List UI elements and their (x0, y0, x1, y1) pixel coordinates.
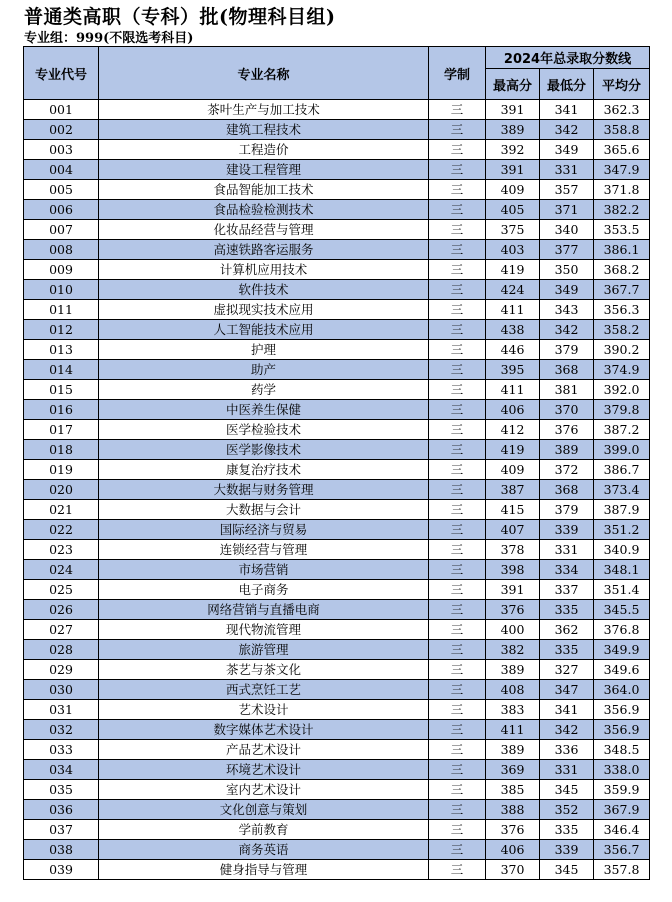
cell-min: 379 (540, 500, 594, 520)
cell-code: 018 (24, 440, 99, 460)
cell-min: 342 (540, 120, 594, 140)
header-name: 专业名称 (99, 47, 429, 100)
cell-avg: 379.8 (594, 400, 650, 420)
cell-name: 护理 (99, 340, 429, 360)
header-code: 专业代号 (24, 47, 99, 100)
table-row (24, 340, 650, 360)
cell-min: 357 (540, 180, 594, 200)
cell-max: 400 (486, 620, 540, 640)
cell-length: 三 (429, 760, 486, 780)
cell-code: 015 (24, 380, 99, 400)
cell-name: 药学 (99, 380, 429, 400)
cell-length: 三 (429, 260, 486, 280)
cell-name: 人工智能技术应用 (99, 320, 429, 340)
cell-code: 023 (24, 540, 99, 560)
cell-min: 339 (540, 520, 594, 540)
cell-length: 三 (429, 780, 486, 800)
table-row (24, 580, 650, 600)
cell-min: 379 (540, 340, 594, 360)
table-row (24, 540, 650, 560)
cell-avg: 362.3 (594, 100, 650, 120)
cell-max: 419 (486, 440, 540, 460)
cell-max: 375 (486, 220, 540, 240)
cell-length: 三 (429, 740, 486, 760)
cell-code: 032 (24, 720, 99, 740)
cell-length: 三 (429, 180, 486, 200)
cell-max: 412 (486, 420, 540, 440)
cell-max: 389 (486, 120, 540, 140)
cell-length: 三 (429, 240, 486, 260)
cell-code: 024 (24, 560, 99, 580)
cell-max: 405 (486, 200, 540, 220)
cell-max: 383 (486, 700, 540, 720)
cell-min: 349 (540, 280, 594, 300)
cell-code: 017 (24, 420, 99, 440)
cell-code: 009 (24, 260, 99, 280)
cell-min: 334 (540, 560, 594, 580)
table-row (24, 660, 650, 680)
cell-code: 038 (24, 840, 99, 860)
cell-code: 028 (24, 640, 99, 660)
cell-code: 013 (24, 340, 99, 360)
table-row (24, 640, 650, 660)
cell-max: 389 (486, 740, 540, 760)
cell-name: 国际经济与贸易 (99, 520, 429, 540)
cell-avg: 348.5 (594, 740, 650, 760)
cell-min: 331 (540, 160, 594, 180)
cell-max: 406 (486, 840, 540, 860)
cell-max: 385 (486, 780, 540, 800)
cell-min: 347 (540, 680, 594, 700)
cell-min: 362 (540, 620, 594, 640)
table-row (24, 820, 650, 840)
cell-max: 415 (486, 500, 540, 520)
cell-max: 378 (486, 540, 540, 560)
cell-avg: 359.9 (594, 780, 650, 800)
table-row (24, 740, 650, 760)
cell-name: 大数据与会计 (99, 500, 429, 520)
cell-code: 033 (24, 740, 99, 760)
cell-name: 康复治疗技术 (99, 460, 429, 480)
cell-length: 三 (429, 560, 486, 580)
cell-name: 医学检验技术 (99, 420, 429, 440)
cell-name: 室内艺术设计 (99, 780, 429, 800)
table-row (24, 100, 650, 120)
table-row (24, 860, 650, 880)
cell-min: 377 (540, 240, 594, 260)
cell-name: 网络营销与直播电商 (99, 600, 429, 620)
table-row (24, 840, 650, 860)
cell-max: 388 (486, 800, 540, 820)
cell-code: 037 (24, 820, 99, 840)
cell-length: 三 (429, 580, 486, 600)
cell-code: 003 (24, 140, 99, 160)
table-row (24, 520, 650, 540)
cell-length: 三 (429, 120, 486, 140)
cell-avg: 386.1 (594, 240, 650, 260)
cell-avg: 349.9 (594, 640, 650, 660)
cell-name: 文化创意与策划 (99, 800, 429, 820)
header-max: 最高分 (486, 69, 540, 100)
cell-avg: 368.2 (594, 260, 650, 280)
cell-name: 数字媒体艺术设计 (99, 720, 429, 740)
table-row (24, 140, 650, 160)
cell-name: 学前教育 (99, 820, 429, 840)
cell-code: 001 (24, 100, 99, 120)
cell-min: 339 (540, 840, 594, 860)
cell-name: 计算机应用技术 (99, 260, 429, 280)
cell-min: 335 (540, 640, 594, 660)
table-row (24, 720, 650, 740)
cell-code: 010 (24, 280, 99, 300)
cell-name: 市场营销 (99, 560, 429, 580)
cell-min: 341 (540, 700, 594, 720)
cell-max: 395 (486, 360, 540, 380)
cell-code: 014 (24, 360, 99, 380)
cell-length: 三 (429, 400, 486, 420)
cell-min: 345 (540, 780, 594, 800)
cell-min: 368 (540, 480, 594, 500)
cell-name: 环境艺术设计 (99, 760, 429, 780)
cell-max: 409 (486, 460, 540, 480)
cell-code: 004 (24, 160, 99, 180)
cell-code: 020 (24, 480, 99, 500)
cell-length: 三 (429, 520, 486, 540)
cell-length: 三 (429, 680, 486, 700)
cell-avg: 348.1 (594, 560, 650, 580)
cell-code: 031 (24, 700, 99, 720)
cell-name: 食品检验检测技术 (99, 200, 429, 220)
cell-code: 036 (24, 800, 99, 820)
table-row (24, 600, 650, 620)
cell-min: 349 (540, 140, 594, 160)
cell-max: 446 (486, 340, 540, 360)
cell-code: 034 (24, 760, 99, 780)
cell-avg: 376.8 (594, 620, 650, 640)
cell-length: 三 (429, 640, 486, 660)
cell-avg: 373.4 (594, 480, 650, 500)
cell-min: 343 (540, 300, 594, 320)
cell-name: 大数据与财务管理 (99, 480, 429, 500)
table-row (24, 460, 650, 480)
table-row (24, 780, 650, 800)
cell-avg: 367.9 (594, 800, 650, 820)
cell-name: 西式烹饪工艺 (99, 680, 429, 700)
cell-max: 406 (486, 400, 540, 420)
cell-avg: 399.0 (594, 440, 650, 460)
cell-avg: 386.7 (594, 460, 650, 480)
cell-avg: 390.2 (594, 340, 650, 360)
table-row (24, 260, 650, 280)
cell-avg: 364.0 (594, 680, 650, 700)
cell-code: 035 (24, 780, 99, 800)
cell-min: 331 (540, 760, 594, 780)
cell-avg: 357.8 (594, 860, 650, 880)
cell-min: 350 (540, 260, 594, 280)
table-row (24, 440, 650, 460)
cell-avg: 356.3 (594, 300, 650, 320)
cell-length: 三 (429, 220, 486, 240)
cell-avg: 351.2 (594, 520, 650, 540)
cell-name: 产品艺术设计 (99, 740, 429, 760)
cell-min: 337 (540, 580, 594, 600)
cell-code: 029 (24, 660, 99, 680)
table-row (24, 800, 650, 820)
cell-min: 342 (540, 720, 594, 740)
cell-name: 食品智能加工技术 (99, 180, 429, 200)
cell-name: 电子商务 (99, 580, 429, 600)
cell-code: 022 (24, 520, 99, 540)
cell-min: 345 (540, 860, 594, 880)
cell-min: 341 (540, 100, 594, 120)
cell-code: 021 (24, 500, 99, 520)
cell-code: 039 (24, 860, 99, 880)
cell-length: 三 (429, 540, 486, 560)
page-title: 普通类高职（专科）批(物理科目组) (24, 6, 336, 28)
cell-length: 三 (429, 800, 486, 820)
cell-name: 现代物流管理 (99, 620, 429, 640)
cell-avg: 346.4 (594, 820, 650, 840)
cell-avg: 374.9 (594, 360, 650, 380)
cell-code: 005 (24, 180, 99, 200)
table-body (24, 100, 650, 880)
page-subtitle: 专业组：999(不限选考科目) (24, 31, 194, 46)
score-table (23, 46, 650, 880)
cell-length: 三 (429, 380, 486, 400)
cell-max: 411 (486, 300, 540, 320)
cell-avg: 356.9 (594, 700, 650, 720)
cell-avg: 351.4 (594, 580, 650, 600)
cell-length: 三 (429, 660, 486, 680)
cell-length: 三 (429, 320, 486, 340)
cell-max: 411 (486, 380, 540, 400)
cell-min: 376 (540, 420, 594, 440)
table-row (24, 700, 650, 720)
cell-name: 茶艺与茶文化 (99, 660, 429, 680)
cell-avg: 358.8 (594, 120, 650, 140)
cell-code: 026 (24, 600, 99, 620)
cell-max: 419 (486, 260, 540, 280)
cell-max: 376 (486, 600, 540, 620)
cell-min: 335 (540, 820, 594, 840)
cell-min: 327 (540, 660, 594, 680)
cell-name: 商务英语 (99, 840, 429, 860)
cell-min: 389 (540, 440, 594, 460)
table-row (24, 680, 650, 700)
cell-max: 391 (486, 580, 540, 600)
cell-min: 340 (540, 220, 594, 240)
cell-code: 027 (24, 620, 99, 640)
cell-avg: 392.0 (594, 380, 650, 400)
cell-name: 工程造价 (99, 140, 429, 160)
cell-name: 软件技术 (99, 280, 429, 300)
table-row (24, 280, 650, 300)
cell-max: 403 (486, 240, 540, 260)
cell-name: 旅游管理 (99, 640, 429, 660)
cell-max: 408 (486, 680, 540, 700)
cell-name: 中医养生保健 (99, 400, 429, 420)
header-length: 学制 (429, 47, 486, 100)
table-row (24, 320, 650, 340)
cell-max: 392 (486, 140, 540, 160)
header-min: 最低分 (540, 69, 594, 100)
table-row (24, 480, 650, 500)
cell-avg: 356.9 (594, 720, 650, 740)
cell-avg: 349.6 (594, 660, 650, 680)
cell-length: 三 (429, 360, 486, 380)
cell-max: 398 (486, 560, 540, 580)
table-row (24, 180, 650, 200)
header-score-group: 2024年总录取分数线 (486, 47, 650, 69)
cell-length: 三 (429, 480, 486, 500)
cell-min: 368 (540, 360, 594, 380)
cell-avg: 338.0 (594, 760, 650, 780)
table-row (24, 400, 650, 420)
table-row (24, 560, 650, 580)
cell-code: 025 (24, 580, 99, 600)
cell-avg: 358.2 (594, 320, 650, 340)
cell-name: 医学影像技术 (99, 440, 429, 460)
cell-name: 健身指导与管理 (99, 860, 429, 880)
table-row (24, 380, 650, 400)
cell-min: 371 (540, 200, 594, 220)
cell-length: 三 (429, 420, 486, 440)
cell-length: 三 (429, 140, 486, 160)
cell-min: 381 (540, 380, 594, 400)
cell-avg: 345.5 (594, 600, 650, 620)
table-row (24, 200, 650, 220)
table-row (24, 360, 650, 380)
cell-max: 411 (486, 720, 540, 740)
cell-min: 370 (540, 400, 594, 420)
cell-length: 三 (429, 720, 486, 740)
cell-length: 三 (429, 440, 486, 460)
cell-name: 连锁经营与管理 (99, 540, 429, 560)
cell-max: 376 (486, 820, 540, 840)
cell-max: 407 (486, 520, 540, 540)
cell-max: 438 (486, 320, 540, 340)
cell-length: 三 (429, 460, 486, 480)
cell-avg: 387.2 (594, 420, 650, 440)
table-row (24, 300, 650, 320)
cell-max: 382 (486, 640, 540, 660)
cell-name: 高速铁路客运服务 (99, 240, 429, 260)
cell-length: 三 (429, 600, 486, 620)
cell-code: 011 (24, 300, 99, 320)
cell-max: 370 (486, 860, 540, 880)
cell-length: 三 (429, 840, 486, 860)
cell-length: 三 (429, 280, 486, 300)
cell-min: 335 (540, 600, 594, 620)
cell-avg: 365.6 (594, 140, 650, 160)
cell-length: 三 (429, 100, 486, 120)
cell-length: 三 (429, 160, 486, 180)
cell-length: 三 (429, 200, 486, 220)
cell-max: 409 (486, 180, 540, 200)
cell-name: 艺术设计 (99, 700, 429, 720)
cell-min: 352 (540, 800, 594, 820)
cell-max: 391 (486, 160, 540, 180)
cell-max: 391 (486, 100, 540, 120)
table-header (24, 47, 650, 100)
cell-name: 建筑工程技术 (99, 120, 429, 140)
cell-min: 336 (540, 740, 594, 760)
cell-avg: 353.5 (594, 220, 650, 240)
cell-min: 331 (540, 540, 594, 560)
cell-avg: 356.7 (594, 840, 650, 860)
cell-code: 008 (24, 240, 99, 260)
table-row (24, 220, 650, 240)
cell-length: 三 (429, 340, 486, 360)
cell-max: 389 (486, 660, 540, 680)
cell-code: 006 (24, 200, 99, 220)
cell-avg: 387.9 (594, 500, 650, 520)
table-row (24, 160, 650, 180)
cell-code: 007 (24, 220, 99, 240)
cell-avg: 367.7 (594, 280, 650, 300)
cell-name: 助产 (99, 360, 429, 380)
cell-avg: 382.2 (594, 200, 650, 220)
table-row (24, 240, 650, 260)
cell-name: 虚拟现实技术应用 (99, 300, 429, 320)
cell-min: 372 (540, 460, 594, 480)
cell-code: 016 (24, 400, 99, 420)
cell-max: 387 (486, 480, 540, 500)
cell-length: 三 (429, 620, 486, 640)
cell-length: 三 (429, 700, 486, 720)
header-avg: 平均分 (594, 69, 650, 100)
cell-code: 019 (24, 460, 99, 480)
cell-length: 三 (429, 300, 486, 320)
table-row (24, 760, 650, 780)
cell-avg: 347.9 (594, 160, 650, 180)
cell-code: 012 (24, 320, 99, 340)
table-row (24, 420, 650, 440)
cell-name: 茶叶生产与加工技术 (99, 100, 429, 120)
table-row (24, 620, 650, 640)
cell-min: 342 (540, 320, 594, 340)
cell-code: 030 (24, 680, 99, 700)
cell-max: 369 (486, 760, 540, 780)
cell-length: 三 (429, 820, 486, 840)
table-row (24, 120, 650, 140)
cell-length: 三 (429, 860, 486, 880)
cell-name: 建设工程管理 (99, 160, 429, 180)
table-row (24, 500, 650, 520)
cell-name: 化妆品经营与管理 (99, 220, 429, 240)
cell-avg: 371.8 (594, 180, 650, 200)
cell-code: 002 (24, 120, 99, 140)
cell-max: 424 (486, 280, 540, 300)
cell-avg: 340.9 (594, 540, 650, 560)
cell-length: 三 (429, 500, 486, 520)
